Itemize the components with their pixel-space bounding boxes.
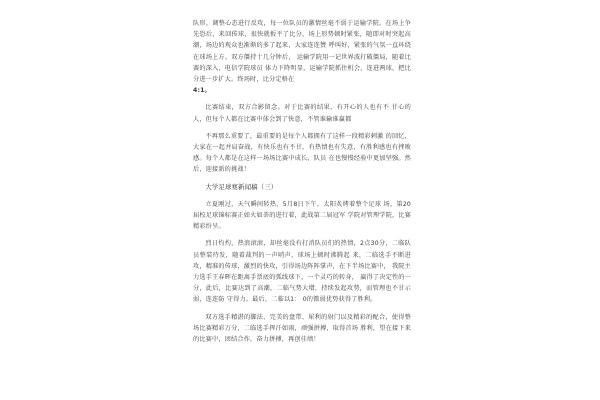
section-heading: 大学足球赛新闻稿（三） xyxy=(205,182,278,191)
paragraph-match-three-summary: 双方选手精湛的脚法、完美的盘带、犀利的射门以及精彩的配合，使得整场比赛精彩万分，二临选手挥汗如雨，顽强拼搏，取得首场 胜利，望在接下来的比赛中，团结合作，奋力拼搏，再创佳绩！ xyxy=(193,313,411,344)
paragraph-reflection: 不再那么重要了，最重要的是每个人都拥有了这样一段精彩刺激 的回忆，大家在一起并肩奋战，有快乐也有不甘，有热情也有失意，有胜利感也有挫败感。每个人都是在这样一场场比赛中成长，队员 在也慢慢经验中更加坚强。然后，迎接新的挑战！ xyxy=(193,132,411,174)
paragraph-match-three-detail: 烈日灼灼，热浪滚滚，却丝毫没有打消队员们的热情，2点30分，二临队员整装待发，随着裁判的一声哨声，球场上顿时沸腾起 来，二临选手不断进攻，精准的传球，激烈的快攻，引得场边阵阵掌声，在下半场比赛中， 我院主力选手王春晖在距离手票底的弧线球下，一个灵巧的转身， 赢得了决定性的一分，此后，比赛达到了高潮，二临气势大增，持续发起攻势，而管理也不甘示弱，连连防 守得力。最后，二临以1： 0的微弱优势获得了胜利。 xyxy=(193,240,411,304)
paragraph-intro-match-three: 立夏刚过，天气瞬间转热，5月8日下午，太阳炙烤着整个足球 场，第20届校足球锦标赛正如火如荼的进行着，此战第二届冠军 学院对管理学院，比赛精彩纷呈。 xyxy=(193,200,411,231)
final-score: 4:1。 xyxy=(193,87,211,95)
article-body xyxy=(193,18,411,345)
paragraph-match-result: 比赛结束，双方合影留念。对于比赛的结果，有开心的人也有不 甘心的人，但每个人都在比赛中体会到了快意，不管谁输谁赢都 xyxy=(193,104,411,123)
paragraph-match-progress: 队形，调整心态进行反攻，每一位队员的激情丝毫不弱于运输学院。在场上争先恐后，来回传球，很快就扳平了比分，场上形势顿时紧张，随即对时突起高潮，场边的观众也渐渐的多了起来，大家连连赞 呼叫好，紧张的气氛一直环绕在球场上方。双方僵持十几分钟后， 运输学院用一记世界波打破僵局，随着比赛的深入，电信学院球员 体力下降明显，运输学院抓住机会，连进两球，把比分进一步扩大。终场时，比分定格在 xyxy=(193,20,411,84)
